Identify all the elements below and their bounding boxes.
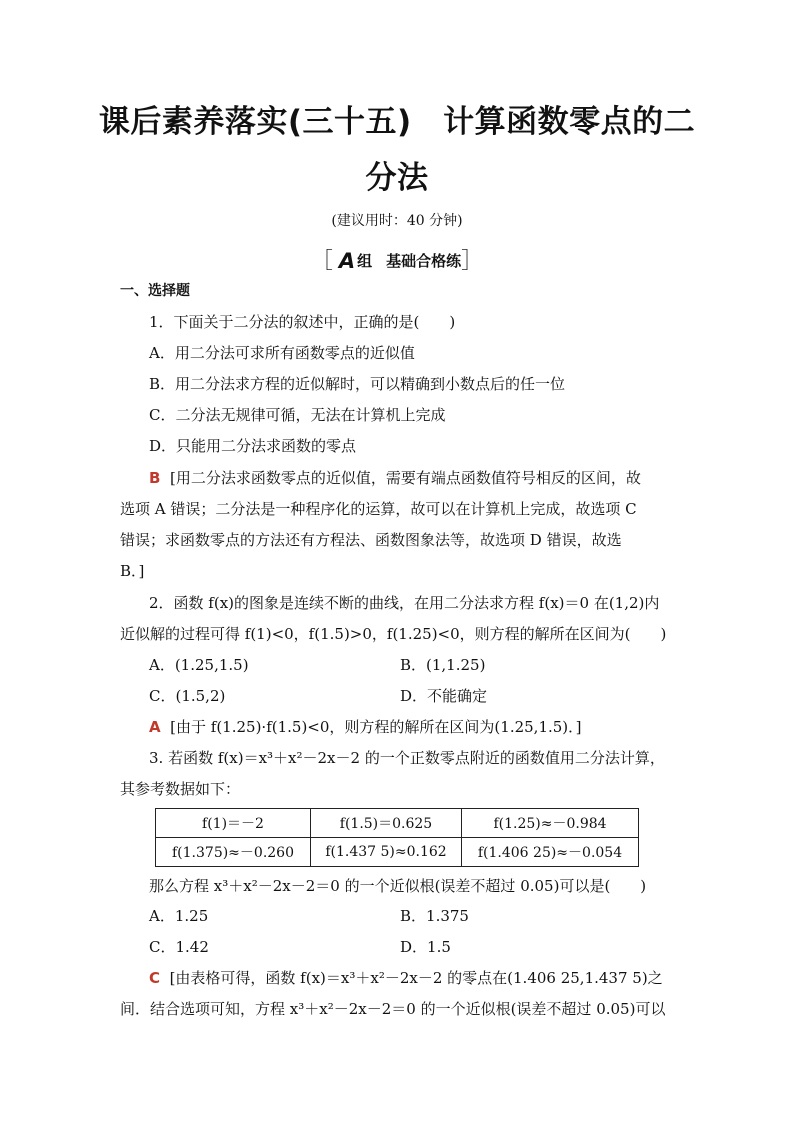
table-cell: f(1)＝－2 [156, 809, 311, 838]
page-title-line-2: 分法 [365, 160, 429, 196]
bracket-open: ［ [310, 249, 333, 274]
table-cell: f(1.5)＝0.625 [311, 809, 462, 838]
group-name: 基础合格练 [386, 252, 462, 270]
section-heading: 一、选择题 [120, 283, 190, 299]
group-banner [0, 244, 794, 275]
q2-option-d: D．不能确定 [400, 687, 488, 705]
table-row [156, 809, 639, 838]
q3-question: 那么方程 x³＋x²－2x－2＝0 的一个近似根(误差不超过 0.05)可以是( ) [149, 877, 647, 895]
q2-stem-line-1: 2．函数 f(x)的图象是连续不断的曲线，在用二分法求方程 f(x)＝0 在(1,2)内 [149, 594, 660, 612]
q3-explain-text: [由表格可得，函数 f(x)＝x³＋x²－2x－2 的零点在(1.406 25,1.437 5)之 [169, 969, 663, 987]
group-letter: A [338, 249, 356, 273]
q2-option-b: B．(1,1.25) [400, 656, 486, 674]
q1-explain-text: [用二分法求函数零点的近似值，需要有端点函数值符号相反的区间，故 [169, 469, 641, 487]
q3-reference-table [155, 808, 639, 867]
q3-stem-line-1: 3. 若函数 f(x)＝x³＋x²－2x－2 的一个正数零点附近的函数值用二分法计算， [149, 749, 665, 767]
q3-explanation-line-1 [149, 968, 663, 988]
q1-option-b: B．用二分法求方程的近似解时，可以精确到小数点后的任一位 [149, 375, 566, 393]
q2-stem-line-2: 近似解的过程可得 f(1)<0，f(1.5)>0，f(1.25)<0，则方程的解所在区间为( ) [120, 625, 667, 643]
q1-explanation-line-4: B．] [120, 562, 145, 580]
table-cell: f(1.375)≈－0.260 [156, 838, 311, 867]
table-cell: f(1.437 5)≈0.162 [311, 838, 462, 867]
q1-answer: B [149, 469, 161, 487]
q1-option-c: C．二分法无规律可循，无法在计算机上完成 [149, 406, 446, 424]
q3-option-d: D．1.5 [400, 938, 451, 956]
q1-option-a: A．用二分法可求所有函数零点的近似值 [149, 344, 415, 362]
q3-answer: C [149, 969, 161, 987]
q2-answer: A [149, 718, 161, 736]
q2-option-c: C．(1.5,2) [149, 687, 226, 705]
q1-explanation-line-3: 错误；求函数零点的方法还有方程法、函数图象法等，故选项 D 错误，故选 [120, 531, 622, 549]
group-label: 组 [357, 252, 373, 270]
q2-explain-text: [由于 f(1.25)·f(1.5)<0，则方程的解所在区间为(1.25,1.5)．] [170, 718, 582, 736]
q3-option-c: C．1.42 [149, 938, 209, 956]
bracket-close: ］ [461, 249, 484, 274]
q3-option-a: A．1.25 [149, 907, 209, 925]
table-cell: f(1.25)≈－0.984 [462, 809, 639, 838]
q1-stem: 1．下面关于二分法的叙述中，正确的是( ) [149, 313, 456, 331]
table-cell: f(1.406 25)≈－0.054 [462, 838, 639, 867]
q1-explanation-line-2: 选项 A 错误；二分法是一种程序化的运算，故可以在计算机上完成，故选项 C [120, 500, 637, 518]
q2-explanation [149, 717, 582, 737]
q1-explanation-line-1 [149, 468, 641, 488]
page-title-line-1: 课后素养落实(三十五) 计算函数零点的二 [98, 104, 696, 140]
q3-option-b: B．1.375 [400, 907, 469, 925]
q2-option-a: A．(1.25,1.5) [149, 656, 249, 674]
q3-explanation-line-2: 间．结合选项可知，方程 x³＋x²－2x－2＝0 的一个近似根(误差不超过 0.05)可以 [120, 1000, 666, 1018]
table-row [156, 838, 639, 867]
suggested-time: (建议用时：40 分钟) [331, 213, 463, 229]
q1-option-d: D．只能用二分法求函数的零点 [149, 437, 357, 455]
q3-stem-line-2: 其参考数据如下： [120, 780, 241, 798]
